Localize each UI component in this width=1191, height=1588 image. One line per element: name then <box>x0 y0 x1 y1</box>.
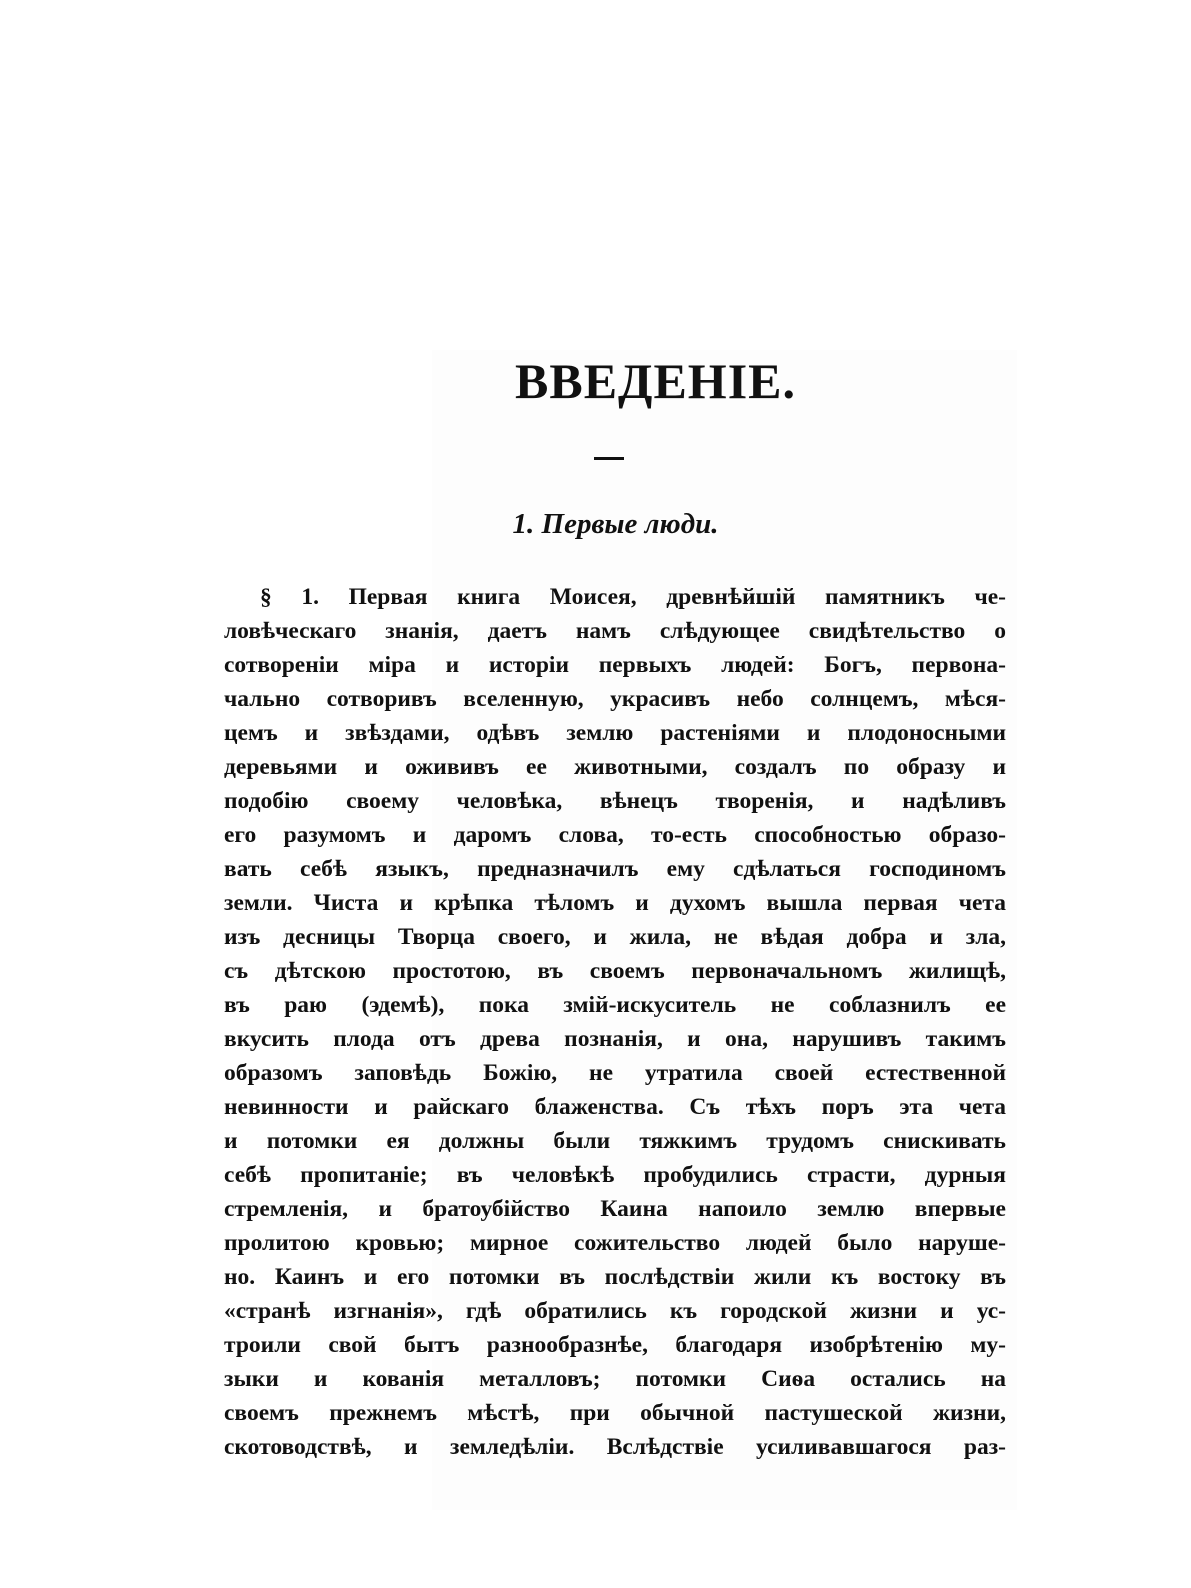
section-number: 1. <box>512 508 535 540</box>
text-line: скотоводствѣ, и земледѣліи. Вслѣдствіе усиливавшагося раз- <box>224 1434 1006 1460</box>
section-heading <box>20 508 1191 541</box>
text-line: подобію своему человѣка, вѣнецъ творенія, и надѣливъ <box>224 788 1006 814</box>
text-line: образомъ заповѣдь Божію, не утратила своей естественной <box>224 1060 1006 1086</box>
text-line: земли. Чиста и крѣпка тѣломъ и духомъ вышла первая чета <box>224 890 1006 916</box>
title-divider <box>594 457 624 460</box>
text-line: изъ десницы Творца своего, и жила, не вѣдая добра и зла, <box>224 924 1006 950</box>
text-line: сотвореніи міра и исторіи первыхъ людей: Богъ, первона- <box>224 652 1006 678</box>
text-line: себѣ пропитаніе; въ человѣкѣ пробудились страсти, дурныя <box>224 1162 1006 1188</box>
text-line: невинности и райскаго блаженства. Съ тѣхъ поръ эта чета <box>224 1094 1006 1120</box>
text-line: деревьями и ожививъ ее животными, создалъ по образу и <box>224 754 1006 780</box>
text-line: и потомки ея должны были тяжкимъ трудомъ снискивать <box>224 1128 1006 1154</box>
text-line: въ раю (эдемѣ), пока змій-искуситель не соблазнилъ ее <box>224 992 1006 1018</box>
text-line: троили свой бытъ разнообразнѣе, благодаря изобрѣтенію му- <box>224 1332 1006 1358</box>
text-line: но. Каинъ и его потомки въ послѣдствіи жили къ востоку въ <box>224 1264 1006 1290</box>
text-line: § 1. Первая книга Моисея, древнѣйшій памятникъ че- <box>260 584 1006 610</box>
chapter-title: ВВЕДЕНІЕ. <box>515 353 796 409</box>
text-line: стремленія, и братоубійство Каина напоило землю впервые <box>224 1196 1006 1222</box>
text-line: его разумомъ и даромъ слова, то-есть способностью образо- <box>224 822 1006 848</box>
text-line: съ дѣтскою простотою, въ своемъ первоначальномъ жилищѣ, <box>224 958 1006 984</box>
section-title: Первые люди. <box>541 508 719 540</box>
text-line: пролитою кровью; мирное сожительство людей было наруше- <box>224 1230 1006 1256</box>
text-line: вкусить плода отъ древа познанія, и она, нарушивъ такимъ <box>224 1026 1006 1052</box>
text-line: «странѣ изгнанія», гдѣ обратились къ городской жизни и ус- <box>224 1298 1006 1324</box>
text-line: чально сотворивъ вселенную, украсивъ небо солнцемъ, мѣся- <box>224 686 1006 712</box>
text-line: вать себѣ языкъ, предназначилъ ему сдѣлаться господиномъ <box>224 856 1006 882</box>
body-paragraph <box>224 580 1006 1464</box>
text-line: зыки и кованія металловъ; потомки Сиѳа остались на <box>224 1366 1006 1392</box>
text-line: ловѣческаго знанія, даетъ намъ слѣдующее свидѣтельство о <box>224 618 1006 644</box>
text-line: своемъ прежнемъ мѣстѣ, при обычной пастушеской жизни, <box>224 1400 1006 1426</box>
text-line: цемъ и звѣздами, одѣвъ землю растеніями и плодоносными <box>224 720 1006 746</box>
